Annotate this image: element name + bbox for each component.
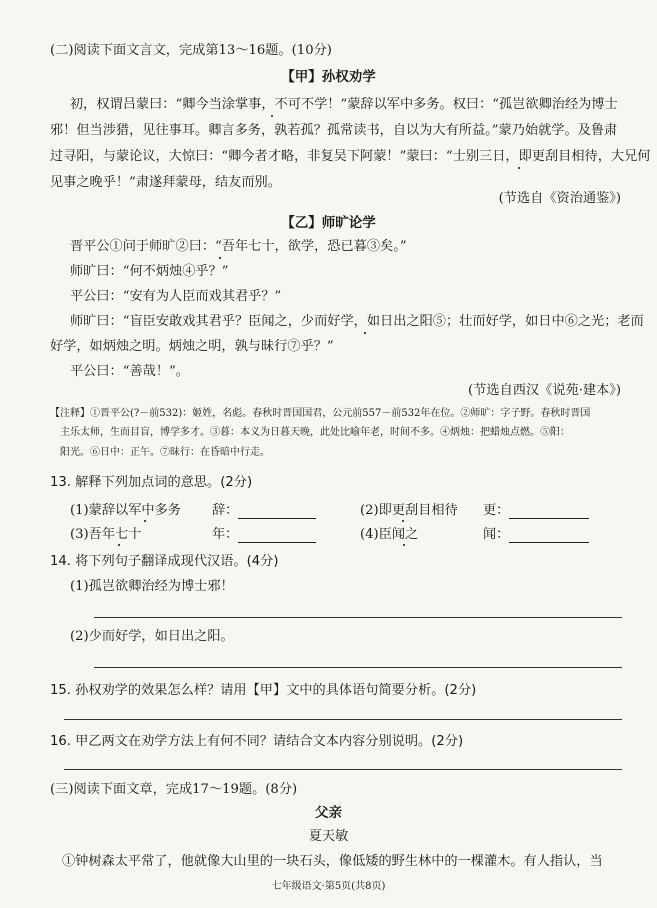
q13-dot-nian bbox=[118, 544, 120, 546]
q13-answer-3[interactable] bbox=[238, 542, 316, 543]
text-a-line-3: 过寻阳，与蒙论议，大惊曰：“卿今者才略，非复吴下阿蒙！”蒙曰：“士别三日，即更刮目相待，大兄何 bbox=[50, 149, 651, 164]
q14-answer-line-2[interactable] bbox=[94, 667, 622, 668]
notes-line-3: 阳光。⑥日中：正午。⑦昧行：在昏暗中行走。 bbox=[60, 447, 270, 458]
q13-item-2-word: 更： bbox=[483, 503, 510, 518]
text-b-line-2: 师旷曰：“何不炳烛④乎？” bbox=[70, 264, 229, 279]
q13-item-4-word: 闻： bbox=[483, 527, 510, 542]
q16-answer-line[interactable] bbox=[64, 769, 622, 770]
text-a-source: (节选自《资治通鉴》) bbox=[498, 191, 621, 206]
q13-item-3-word: 年： bbox=[212, 527, 239, 542]
text-a-line-4: 见事之晚乎！”肃遂拜蒙母，结友而别。 bbox=[50, 175, 281, 190]
page-footer: 七年级语文·第5页(共8页) bbox=[271, 881, 386, 892]
emphasis-dot-geng bbox=[518, 167, 520, 169]
emphasis-dot-wen bbox=[364, 332, 366, 334]
q13-item-1-word: 辞： bbox=[212, 503, 239, 518]
notes-line-2: 主乐太师，生而目盲，博学多才。③暮：本义为日暮天晚，此处比喻年老，时间不多。④炳烛：把蜡烛点燃。⑤阳： bbox=[60, 427, 570, 438]
emphasis-dot-ci bbox=[271, 115, 273, 117]
q13-item-3: (3)吾年七十 bbox=[70, 527, 142, 542]
q13-stem: 13. 解释下列加点词的意思。(2分) bbox=[50, 475, 253, 490]
text-b-line-6: 平公曰：“善哉！”。 bbox=[70, 364, 189, 379]
q16-stem: 16. 甲乙两文在劝学方法上有何不同？请结合文本内容分别说明。(2分) bbox=[50, 734, 464, 749]
q14-sentence-2: (2)少而好学，如日出之阳。 bbox=[70, 629, 234, 644]
q14-answer-line-1[interactable] bbox=[94, 617, 622, 618]
q14-sentence-1: (1)孤岂欲卿治经为博士邪！ bbox=[70, 579, 234, 594]
article-title: 父亲 bbox=[315, 805, 342, 821]
q13-item-1: (1)蒙辞以军中多务 bbox=[70, 503, 181, 518]
text-a-line-1: 初，权谓吕蒙曰：“卿今当涂掌事，不可不学！”蒙辞以军中多务。权曰：“孤岂欲卿治经为博士 bbox=[70, 97, 618, 112]
text-a-title: 【甲】孙权劝学 bbox=[281, 69, 376, 85]
text-b-line-1: 晋平公①问于师旷②曰：“吾年七十，欲学，恐已暮③矣。” bbox=[70, 239, 407, 254]
q15-answer-line[interactable] bbox=[64, 719, 622, 720]
article-author: 夏天敏 bbox=[308, 829, 349, 844]
q13-answer-1[interactable] bbox=[238, 518, 316, 519]
q15-stem: 15. 孙权劝学的效果怎么样？请用【甲】文中的具体语句简要分析。(2分) bbox=[50, 683, 477, 698]
text-b-line-5: 好学，如炳烛之明。炳烛之明，孰与昧行⑦乎？” bbox=[50, 339, 334, 354]
q13-answer-2[interactable] bbox=[509, 518, 589, 519]
emphasis-dot-nian bbox=[219, 257, 221, 259]
text-a-line-2: 邪！但当涉猎，见往事耳。卿言多务，孰若孤？孤常读书，自以为大有所益。”蒙乃始就学。及鲁肃 bbox=[50, 123, 618, 138]
text-b-line-4: 师旷曰：“盲臣安敢戏其君乎？臣闻之，少而好学，如日出之阳⑤；壮而好学，如日中⑥之光；老而 bbox=[70, 314, 644, 329]
q14-stem: 14. 将下列句子翻译成现代汉语。(4分) bbox=[50, 554, 279, 569]
text-b-source: (节选自西汉《说苑·建本》) bbox=[468, 383, 621, 398]
notes-line-1: 【注释】①晋平公(?－前532)：姬姓，名彪。春秋时晋国国君，公元前557－前532年在位。②师旷：字子野。春秋时晋国 bbox=[50, 408, 591, 419]
q13-answer-4[interactable] bbox=[509, 542, 589, 543]
section2-heading: (二)阅读下面文言文，完成第13～16题。(10分) bbox=[50, 43, 332, 58]
q13-dot-geng bbox=[402, 520, 404, 522]
article-first-line: ①钟树森太平常了，他就像大山里的一块石头，像低矮的野生林中的一棵灌木。有人指认，当 bbox=[62, 854, 603, 869]
q13-dot-wen bbox=[403, 544, 405, 546]
q13-item-2: (2)即更刮目相待 bbox=[360, 503, 458, 518]
text-b-title: 【乙】师旷论学 bbox=[281, 215, 376, 231]
q13-item-4: (4)臣闻之 bbox=[360, 527, 419, 542]
section3-heading: (三)阅读下面文章，完成17～19题。(8分) bbox=[50, 782, 298, 797]
text-b-line-3: 平公曰：“安有为人臣而戏其君乎？” bbox=[70, 289, 282, 304]
q13-dot-ci bbox=[144, 520, 146, 522]
